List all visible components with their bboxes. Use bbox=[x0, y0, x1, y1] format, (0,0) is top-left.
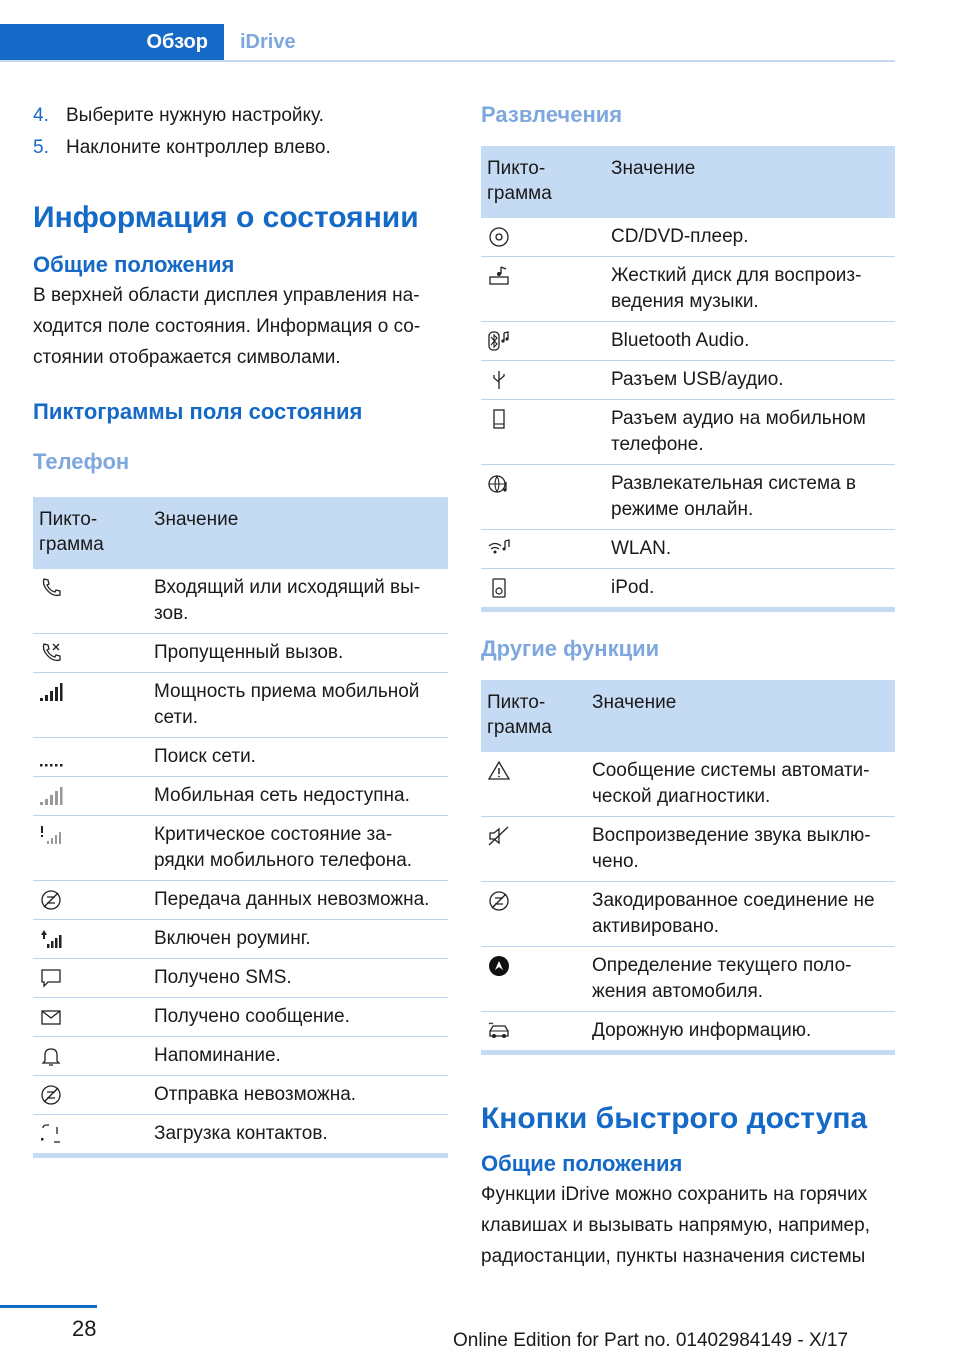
row-text: Получено SMS. bbox=[148, 959, 448, 998]
step-text: Наклоните контроллер влево. bbox=[66, 137, 331, 158]
row-text: Мощность приема мобильной сети. bbox=[148, 673, 448, 738]
send-failed-icon bbox=[39, 1083, 63, 1107]
row-text: Сообщение системы автомати-ческой диагностики. bbox=[586, 752, 895, 817]
phone-table bbox=[33, 497, 448, 1153]
encryption-off-icon bbox=[487, 889, 511, 913]
mute-icon bbox=[487, 824, 511, 848]
quick-text: Функции iDrive можно сохранить на горячих клавишах и вызывать напрямую, например, радиостанции, пункты назначения системы bbox=[481, 1184, 870, 1267]
row-text: Включен роуминг. bbox=[148, 920, 448, 959]
left-column bbox=[33, 100, 448, 1158]
entertainment-heading: Развлечения bbox=[481, 102, 623, 127]
table-row bbox=[481, 361, 895, 400]
contacts-download-icon bbox=[39, 1122, 63, 1146]
table-row bbox=[481, 882, 895, 947]
row-text: iPod. bbox=[611, 577, 655, 598]
header-divider bbox=[0, 60, 895, 62]
col-pictogram: Пикто-грамма bbox=[481, 680, 586, 752]
table-row bbox=[481, 752, 895, 817]
no-network-icon bbox=[39, 784, 63, 808]
warning-icon bbox=[487, 759, 511, 783]
row-text: Bluetooth Audio. bbox=[605, 322, 895, 361]
top-nav bbox=[0, 24, 895, 62]
step-number: 4. bbox=[33, 105, 49, 126]
row-text: Воспроизведение звука выклю-чено. bbox=[586, 817, 895, 882]
phone-heading: Телефон bbox=[33, 449, 130, 474]
table-row bbox=[33, 881, 448, 920]
row-text: Получено сообщение. bbox=[148, 998, 448, 1037]
table-row bbox=[481, 218, 895, 257]
quick-general-heading: Общие положения bbox=[481, 1151, 683, 1176]
row-text: Развлекательная система в режиме онлайн. bbox=[605, 465, 895, 530]
row-text: Входящий или исходящий вы-зов. bbox=[148, 569, 448, 634]
table-row bbox=[481, 817, 895, 882]
sms-icon bbox=[39, 966, 63, 990]
hard-disk-icon bbox=[487, 264, 511, 288]
roaming-icon bbox=[39, 927, 63, 951]
step-text: Выберите нужную настройку. bbox=[66, 105, 324, 126]
ipod-icon bbox=[487, 576, 511, 600]
table-row bbox=[481, 257, 895, 322]
table-row bbox=[33, 959, 448, 998]
row-text: Мобильная сеть недоступна. bbox=[148, 777, 448, 816]
table-row bbox=[33, 920, 448, 959]
step-number: 5. bbox=[33, 137, 49, 158]
col-meaning: Значение bbox=[605, 146, 895, 218]
mobile-audio-icon bbox=[487, 407, 511, 431]
network-search-icon bbox=[39, 745, 63, 769]
table-row bbox=[33, 1115, 448, 1154]
row-text: Загрузка контактов. bbox=[154, 1123, 328, 1144]
tab-idrive[interactable]: iDrive bbox=[240, 31, 296, 53]
cd-dvd-icon bbox=[487, 225, 511, 249]
missed-call-icon bbox=[39, 641, 63, 665]
pictograms-heading: Пиктограммы поля состояния bbox=[33, 399, 363, 424]
section-title: Информация о состоянии bbox=[33, 201, 419, 234]
other-table bbox=[481, 680, 895, 1050]
quick-access-title: Кнопки быстрого доступа bbox=[481, 1102, 868, 1135]
row-text: Закодированное соединение не активировано. bbox=[586, 882, 895, 947]
row-text: Отправка невозможна. bbox=[148, 1076, 448, 1115]
row-text: Дорожную информацию. bbox=[592, 1020, 812, 1041]
table-row bbox=[33, 816, 448, 881]
col-pictogram: Пикто-грамма bbox=[33, 497, 148, 569]
right-column bbox=[481, 100, 895, 1272]
battery-critical-icon bbox=[39, 823, 63, 847]
table-row bbox=[481, 322, 895, 361]
bluetooth-audio-icon bbox=[487, 329, 511, 353]
wlan-icon bbox=[487, 537, 511, 561]
table-row bbox=[33, 569, 448, 634]
table-row bbox=[481, 569, 895, 608]
general-heading: Общие положения bbox=[33, 252, 235, 277]
usb-icon bbox=[487, 368, 511, 392]
col-pictogram: Пикто-грамма bbox=[481, 146, 605, 218]
page-number: 28 bbox=[72, 1316, 97, 1341]
col-meaning: Значение bbox=[586, 680, 895, 752]
footer-divider bbox=[0, 1305, 97, 1308]
row-text: Критическое состояние за-рядки мобильного телефона. bbox=[148, 816, 448, 881]
signal-strength-icon bbox=[39, 680, 63, 704]
table-row bbox=[481, 530, 895, 569]
row-text: Пропущенный вызов. bbox=[148, 634, 448, 673]
table-row bbox=[481, 400, 895, 465]
table-row bbox=[33, 1037, 448, 1076]
online-entertainment-icon bbox=[487, 472, 511, 496]
table-end-bar bbox=[481, 1050, 895, 1055]
row-text: Жесткий диск для воспроиз-ведения музыки. bbox=[605, 257, 895, 322]
table-row bbox=[481, 1012, 895, 1051]
table-row bbox=[481, 947, 895, 1012]
row-text: WLAN. bbox=[605, 530, 895, 569]
row-text: Передача данных невозможна. bbox=[148, 881, 448, 920]
edition-note: Online Edition for Part no. 01402984149 - X/17 bbox=[453, 1330, 849, 1351]
phone-call-icon bbox=[39, 576, 63, 600]
table-row bbox=[33, 998, 448, 1037]
traffic-info-icon bbox=[487, 1019, 511, 1043]
step-item bbox=[33, 132, 448, 164]
general-text: В верхней области дисплея управления на-ходится поле состояния. Информация о со-стоянии отображается символами. bbox=[33, 285, 421, 368]
row-text: Разъем аудио на мобильном телефоне. bbox=[605, 400, 895, 465]
row-text: Напоминание. bbox=[148, 1037, 448, 1076]
other-heading: Другие функции bbox=[481, 636, 660, 661]
table-row bbox=[33, 1076, 448, 1115]
row-text: Определение текущего поло-жения автомобиля. bbox=[586, 947, 895, 1012]
table-row bbox=[33, 777, 448, 816]
row-text: CD/DVD-плеер. bbox=[605, 218, 895, 257]
no-data-icon bbox=[39, 888, 63, 912]
table-row bbox=[33, 634, 448, 673]
table-row bbox=[33, 738, 448, 777]
table-end-bar bbox=[33, 1153, 448, 1158]
reminder-bell-icon bbox=[39, 1044, 63, 1068]
entertainment-table bbox=[481, 146, 895, 607]
step-item bbox=[33, 100, 448, 132]
tab-overview[interactable]: Обзор bbox=[0, 24, 224, 61]
location-icon bbox=[487, 954, 511, 978]
table-end-bar bbox=[481, 607, 895, 612]
row-text: Разъем USB/аудио. bbox=[605, 361, 895, 400]
table-row bbox=[33, 673, 448, 738]
table-row bbox=[481, 465, 895, 530]
message-icon bbox=[39, 1005, 63, 1029]
row-text: Поиск сети. bbox=[148, 738, 448, 777]
col-meaning: Значение bbox=[148, 497, 448, 569]
